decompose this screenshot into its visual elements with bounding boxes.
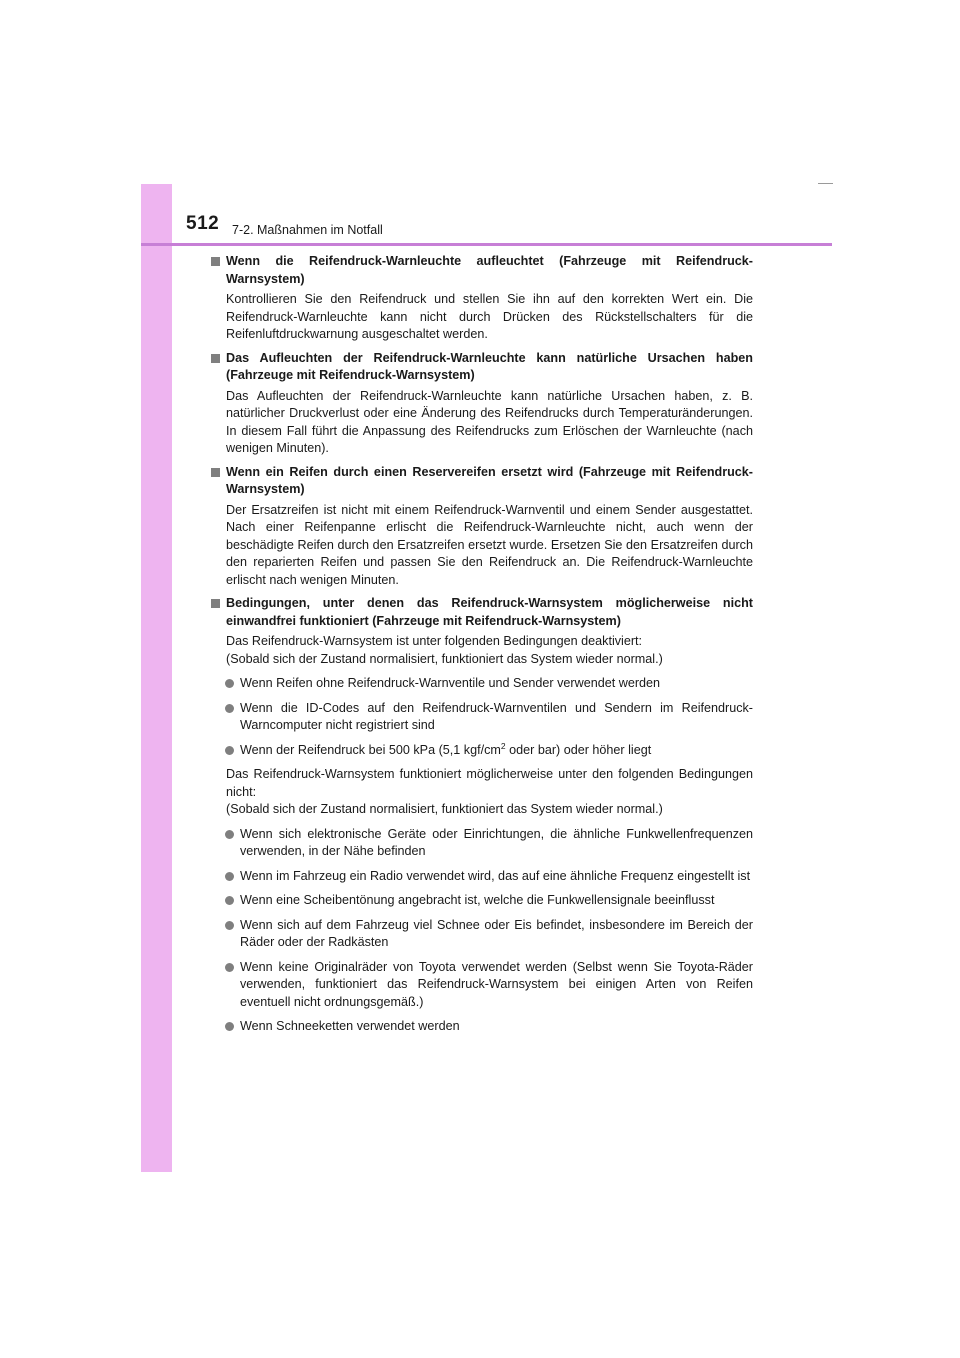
block-heading: Bedingungen, unter denen das Reifendruck-Warnsystem möglicherweise nicht einwandfrei funktioniert (Fahrzeuge mit Reifendruck-Warnsystem): [210, 595, 753, 630]
list-item: Wenn Reifen ohne Reifendruck-Warnventile und Sender verwendet werden: [210, 675, 753, 693]
header-rule: [141, 243, 832, 246]
square-bullet-icon: [211, 354, 220, 363]
chapter-sidebar: [141, 184, 172, 1172]
list-item: Wenn die ID-Codes auf den Reifendruck-Warnventilen und Sendern im Reifendruck-Warncomputer nicht registriert sind: [210, 700, 753, 735]
block-text: Der Ersatzreifen ist nicht mit einem Reifendruck-Warnventil und einem Sender ausgestattet. Nach einer Reifenpanne erlischt die Reifendruck-Warnleuchte nicht, auch wenn der beschädigte Reifen durch den Ersatzreifen ersetzt wurde. Ersetzen Sie den Ersatzreifen durch den reparierten Reifen und passen Sie den Reifendruck an. Die Reifendruck-Warnleuchte erlischt nach wenigen Minuten.: [226, 502, 753, 587]
block-text: Das Aufleuchten der Reifendruck-Warnleuchte kann natürliche Ursachen haben, z. B. natürlicher Druckverlust oder eine Änderung des Reifendrucks durch Temperaturänderungen. In diesem Fall führt die Anpassung des Reifendrucks zum Erlöschen der Warnleuchte (nach wenigen Minuten).: [226, 388, 753, 455]
round-bullet-icon: [225, 704, 234, 713]
conditions-intro-2: Das Reifendruck-Warnsystem funktioniert möglicherweise unter den folgenden Bedingungen nicht: (Sobald sich der Zustand normalisiert, funktioniert das System wieder normal.): [226, 767, 753, 816]
page-content: [210, 253, 753, 1042]
page-number: 512: [186, 213, 220, 234]
round-bullet-icon: [225, 746, 234, 755]
round-bullet-icon: [225, 896, 234, 905]
round-bullet-icon: [225, 1022, 234, 1031]
round-bullet-icon: [225, 963, 234, 972]
list-item: Wenn sich elektronische Geräte oder Einrichtungen, die ähnliche Funkwellenfrequenzen verwenden, in der Nähe befinden: [210, 826, 753, 861]
list-item: Wenn im Fahrzeug ein Radio verwendet wird, das auf eine ähnliche Frequenz eingestellt ist: [210, 868, 753, 886]
square-bullet-icon: [211, 257, 220, 266]
block-natural-causes: [210, 350, 753, 458]
conditions-intro: Das Reifendruck-Warnsystem ist unter folgenden Bedingungen deaktiviert: (Sobald sich der Zustand normalisiert, funktioniert das System wieder normal.): [226, 634, 663, 666]
block-heading: Das Aufleuchten der Reifendruck-Warnleuchte kann natürliche Ursachen haben (Fahrzeuge mit Reifendruck-Warnsystem): [210, 350, 753, 385]
block-heading: Wenn die Reifendruck-Warnleuchte aufleuchtet (Fahrzeuge mit Reifendruck-Warnsystem): [210, 253, 753, 288]
section-title: 7-2. Maßnahmen im Notfall: [232, 223, 383, 237]
square-bullet-icon: [211, 468, 220, 477]
square-bullet-icon: [211, 599, 220, 608]
corner-mark: [818, 183, 833, 184]
round-bullet-icon: [225, 679, 234, 688]
round-bullet-icon: [225, 830, 234, 839]
list-item: Wenn sich auf dem Fahrzeug viel Schnee oder Eis befindet, insbesondere im Bereich der Räder oder der Radkästen: [210, 917, 753, 952]
block-conditions: [210, 595, 753, 1036]
block-heading: Wenn ein Reifen durch einen Reservereifen ersetzt wird (Fahrzeuge mit Reifendruck-Warnsystem): [210, 464, 753, 499]
list-item: Wenn keine Originalräder von Toyota verwendet werden (Selbst wenn Sie Toyota-Räder verwenden, funktioniert das Reifendruck-Warnsystem bei einigen Arten von Reifen eventuell nicht ordnungsgemäß.): [210, 959, 753, 1012]
round-bullet-icon: [225, 872, 234, 881]
list-item: Wenn Schneeketten verwendet werden: [210, 1018, 753, 1036]
block-text: Kontrollieren Sie den Reifendruck und stellen Sie ihn auf den korrekten Wert ein. Die Reifendruck-Warnleuchte kann nicht durch Drücken des Rückstellschalters für die Reifenluftdruckwarnung ausgeschaltet werden.: [226, 292, 753, 341]
round-bullet-icon: [225, 921, 234, 930]
block-warning-light: [210, 253, 753, 344]
block-spare-tire: [210, 464, 753, 590]
list-item: Wenn der Reifendruck bei 500 kPa (5,1 kgf/$cm^2$ oder bar) oder höher liegt: [210, 742, 753, 760]
list-item: Wenn eine Scheibentönung angebracht ist, welche die Funkwellensignale beeinflusst: [210, 892, 753, 910]
